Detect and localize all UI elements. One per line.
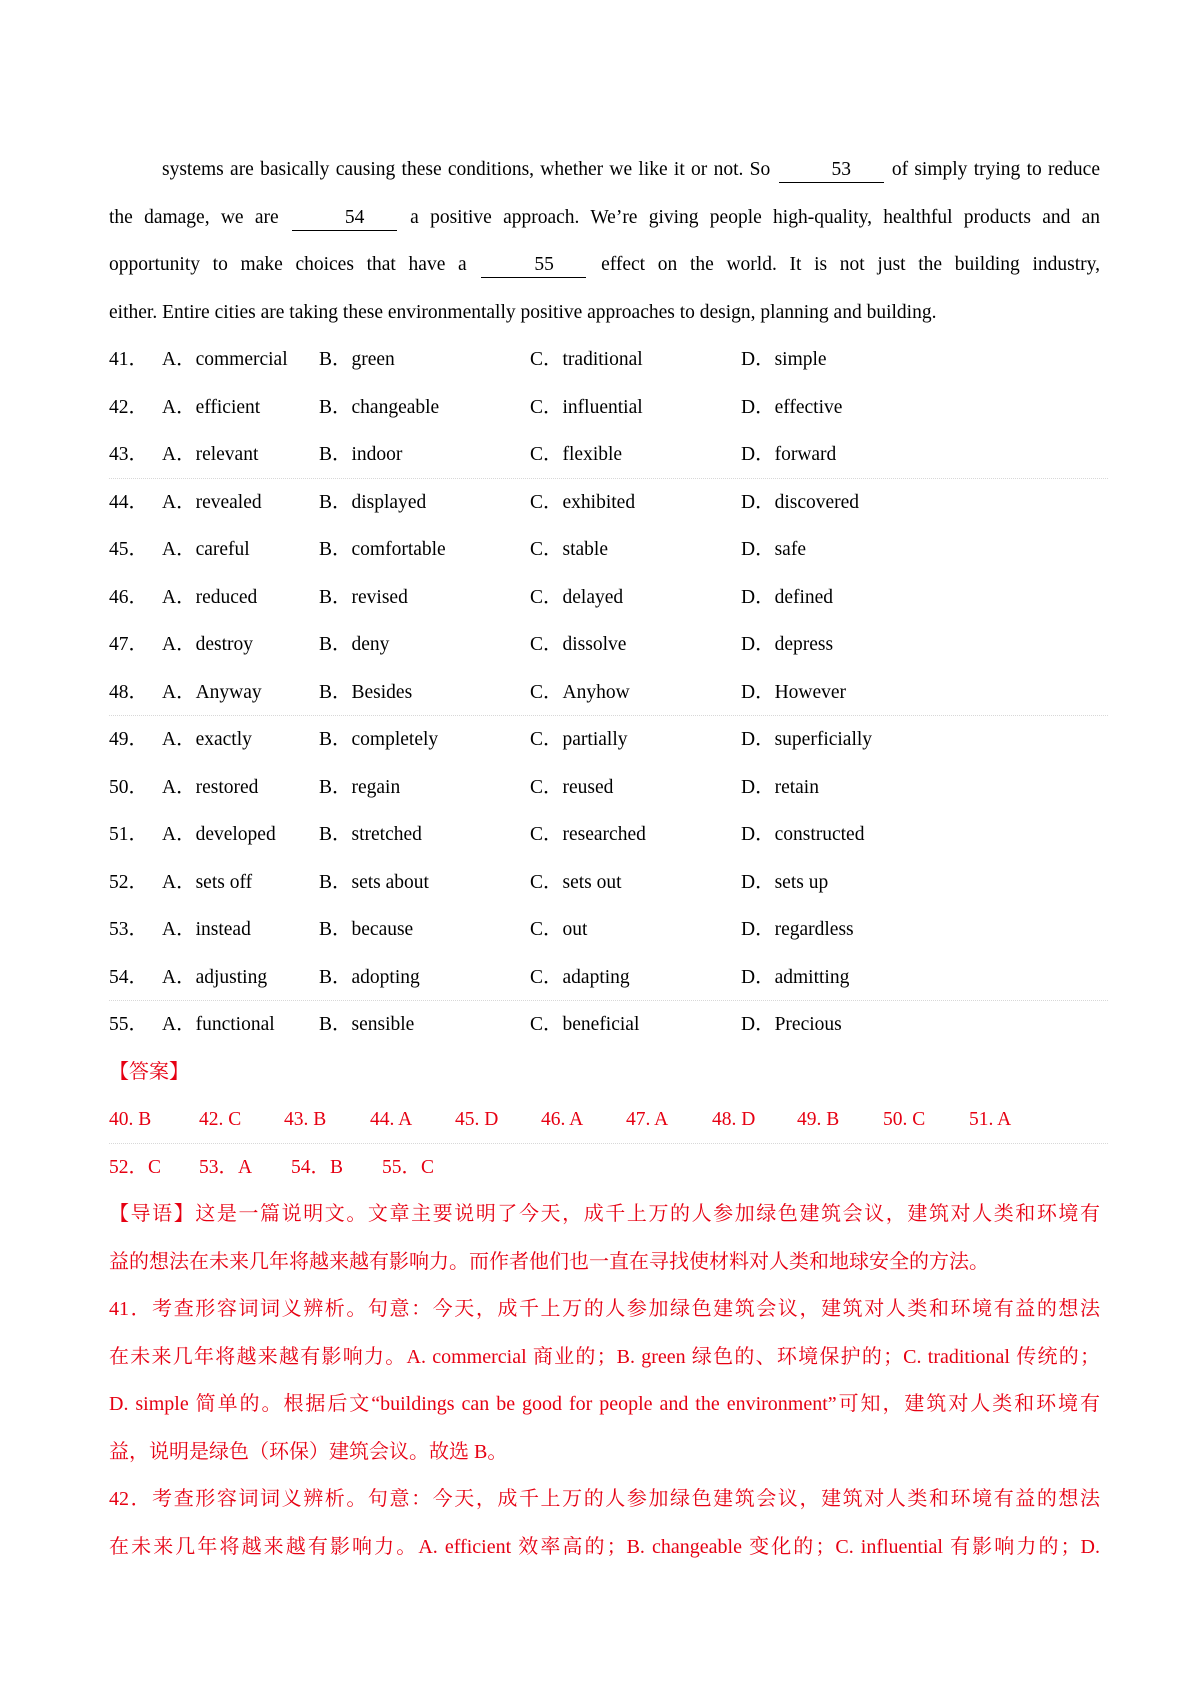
option-b: B．sensible xyxy=(319,1014,415,1035)
option-d: D．constructed xyxy=(741,824,865,845)
question-number: 44． xyxy=(109,491,149,513)
option-a: A．exactly xyxy=(162,729,252,750)
option-d: D．However xyxy=(741,681,847,703)
question-number: 53． xyxy=(109,919,149,940)
answer-item: 45. D xyxy=(455,1109,499,1130)
answer-item: 52．C xyxy=(109,1156,162,1178)
option-d: D．retain xyxy=(741,776,819,798)
question-row xyxy=(109,669,1100,717)
answer-item: 46. A xyxy=(541,1109,584,1130)
option-d: D．admitting xyxy=(741,966,850,988)
passage-paragraph xyxy=(109,146,1100,289)
passage-text: effect on the world. It is not just the building industry, xyxy=(601,254,1100,275)
option-d: D．forward xyxy=(741,444,837,465)
option-c: C．beneficial xyxy=(530,1014,640,1035)
answer-item: 49. B xyxy=(797,1109,840,1130)
blank-54: 54 xyxy=(292,206,397,231)
question-row xyxy=(109,621,1100,669)
option-c: C．out xyxy=(530,919,588,940)
option-c: C．influential xyxy=(530,396,643,418)
passage-text: reduce the damage, we are xyxy=(109,159,1100,228)
answer-row xyxy=(109,1096,1100,1144)
answer-item: 54．B xyxy=(291,1156,344,1178)
option-a: A．reduced xyxy=(162,586,258,608)
option-c: C．flexible xyxy=(530,444,623,465)
explanation-line: 42．考查形容词词义辨析。句意：今天，成千上万的人参加绿色建筑会议，建筑对人类和环境有益的想法 xyxy=(109,1488,1100,1510)
option-a: A．relevant xyxy=(162,444,259,465)
question-list xyxy=(109,336,1100,1049)
option-a: A．developed xyxy=(162,824,276,845)
option-b: B．changeable xyxy=(319,396,440,418)
option-a: A．restored xyxy=(162,776,259,798)
option-a: A．adjusting xyxy=(162,966,268,988)
question-number: 46． xyxy=(109,586,149,608)
question-number: 50． xyxy=(109,776,149,798)
answer-item: 53．A xyxy=(199,1156,253,1178)
option-c: C．traditional xyxy=(530,349,643,370)
answer-item: 47. A xyxy=(626,1109,669,1130)
option-c: C．sets out xyxy=(530,871,622,893)
option-b: B．completely xyxy=(319,729,439,750)
blank-53: 53 xyxy=(779,158,884,183)
content-area xyxy=(109,146,1100,1571)
question-number: 51． xyxy=(109,824,149,845)
option-b: B．displayed xyxy=(319,491,427,513)
option-b: B．adopting xyxy=(319,966,420,988)
option-b: B．green xyxy=(319,349,395,370)
option-a: A．efficient xyxy=(162,396,261,418)
option-d: D．sets up xyxy=(741,871,829,893)
option-a: A．careful xyxy=(162,539,250,560)
question-row xyxy=(109,954,1100,1002)
question-number: 45． xyxy=(109,539,149,560)
option-d: D．Precious xyxy=(741,1014,842,1035)
option-c: C．exhibited xyxy=(530,491,636,513)
explanation-line: D. simple 简单的。根据后文“buildings can be good for people and the environment”可知，建筑对人类和环境有 xyxy=(109,1393,1100,1415)
explanation-line: 在未来几年将越来越有影响力。A. commercial 商业的；B. green 绿色的、环境保护的；C. traditional 传统的； xyxy=(109,1345,1100,1368)
option-c: C．adapting xyxy=(530,966,630,988)
option-a: A．instead xyxy=(162,919,251,940)
option-d: D．effective xyxy=(741,396,843,418)
option-d: D．simple xyxy=(741,349,827,370)
option-a: A．destroy xyxy=(162,634,253,655)
option-c: C．stable xyxy=(530,539,608,560)
answer-item: 40. B xyxy=(109,1109,152,1130)
option-c: C．partially xyxy=(530,729,628,750)
option-d: D．regardless xyxy=(741,919,854,940)
option-c: C．delayed xyxy=(530,586,624,608)
option-a: A．Anyway xyxy=(162,681,262,703)
option-d: D．defined xyxy=(741,586,834,608)
option-d: D．safe xyxy=(741,539,806,560)
explanation-line: 益的想法在未来几年将越来越有影响力。而作者他们也一直在寻找使材料对人类和地球安全的方法。 xyxy=(109,1250,989,1273)
question-number: 52． xyxy=(109,871,149,893)
explanation-line: 【导语】这是一篇说明文。文章主要说明了今天，成千上万的人参加绿色建筑会议，建筑对人类和环境有 xyxy=(109,1203,1100,1225)
option-b: B．deny xyxy=(319,634,390,655)
passage-last-line: either. Entire cities are taking these environmentally positive approaches to design, planning and building. xyxy=(109,301,937,323)
question-row xyxy=(109,716,1100,764)
blank-55: 55 xyxy=(481,253,586,278)
question-number: 55． xyxy=(109,1014,149,1035)
option-b: B．stretched xyxy=(319,824,422,845)
option-b: B．because xyxy=(319,919,414,940)
option-b: B．comfortable xyxy=(319,539,446,560)
option-b: B．Besides xyxy=(319,681,413,703)
option-b: B．indoor xyxy=(319,444,403,465)
option-a: A．functional xyxy=(162,1014,275,1035)
question-row xyxy=(109,859,1100,907)
passage-text: of simply trying to xyxy=(891,159,1042,180)
explanation-line: 在未来几年将越来越有影响力。A. efficient 效率高的；B. changeable 变化的；C. influential 有影响力的；D. xyxy=(109,1535,1100,1558)
answer-item: 51. A xyxy=(969,1109,1012,1130)
answer-item: 42. C xyxy=(199,1109,242,1130)
answer-item: 44. A xyxy=(370,1109,413,1130)
question-number: 54． xyxy=(109,966,149,988)
option-c: C．researched xyxy=(530,824,646,845)
question-number: 41． xyxy=(109,349,149,370)
option-c: C．Anyhow xyxy=(530,681,630,703)
option-a: A．sets off xyxy=(162,871,253,893)
question-number: 49． xyxy=(109,729,149,750)
passage-text: and an opportunity to make choices that have a xyxy=(109,206,1101,275)
question-number: 43． xyxy=(109,444,149,465)
option-b: B．revised xyxy=(319,586,408,608)
explanation-line: 益，说明是绿色（环保）建筑会议。故选 B。 xyxy=(109,1440,508,1463)
question-row xyxy=(109,574,1100,622)
question-row xyxy=(109,479,1100,527)
question-number: 48． xyxy=(109,681,149,703)
passage-text: a positive approach. We’re giving people high-quality, healthful products xyxy=(410,206,1031,228)
option-d: D．superficially xyxy=(741,729,873,750)
question-row xyxy=(109,906,1100,954)
question-row xyxy=(109,1001,1100,1049)
option-d: D．depress xyxy=(741,634,834,655)
question-row xyxy=(109,336,1100,384)
question-row xyxy=(109,384,1100,432)
answer-heading: 【答案】 xyxy=(109,1060,189,1083)
question-number: 42． xyxy=(109,396,149,418)
passage-text: systems are basically causing these conditions, whether we like it or not. So xyxy=(162,159,771,180)
option-b: B．sets about xyxy=(319,871,429,893)
answer-item: 55．C xyxy=(382,1156,435,1178)
answer-item: 43. B xyxy=(284,1109,327,1130)
option-d: D．discovered xyxy=(741,491,860,513)
answer-item: 50. C xyxy=(883,1109,926,1130)
option-c: C．reused xyxy=(530,776,614,798)
explanation-line: 41．考查形容词词义辨析。句意：今天，成千上万的人参加绿色建筑会议，建筑对人类和环境有益的想法 xyxy=(109,1298,1100,1320)
question-row xyxy=(109,526,1100,574)
option-b: B．regain xyxy=(319,776,401,798)
explanation-block xyxy=(109,1191,1100,1571)
question-row xyxy=(109,811,1100,859)
option-a: A．revealed xyxy=(162,491,262,513)
question-row xyxy=(109,431,1100,479)
question-row xyxy=(109,764,1100,812)
option-c: C．dissolve xyxy=(530,634,627,655)
answer-row xyxy=(109,1144,1100,1192)
option-a: A．commercial xyxy=(162,349,288,370)
answer-item: 48. D xyxy=(712,1109,756,1130)
question-number: 47． xyxy=(109,634,149,655)
